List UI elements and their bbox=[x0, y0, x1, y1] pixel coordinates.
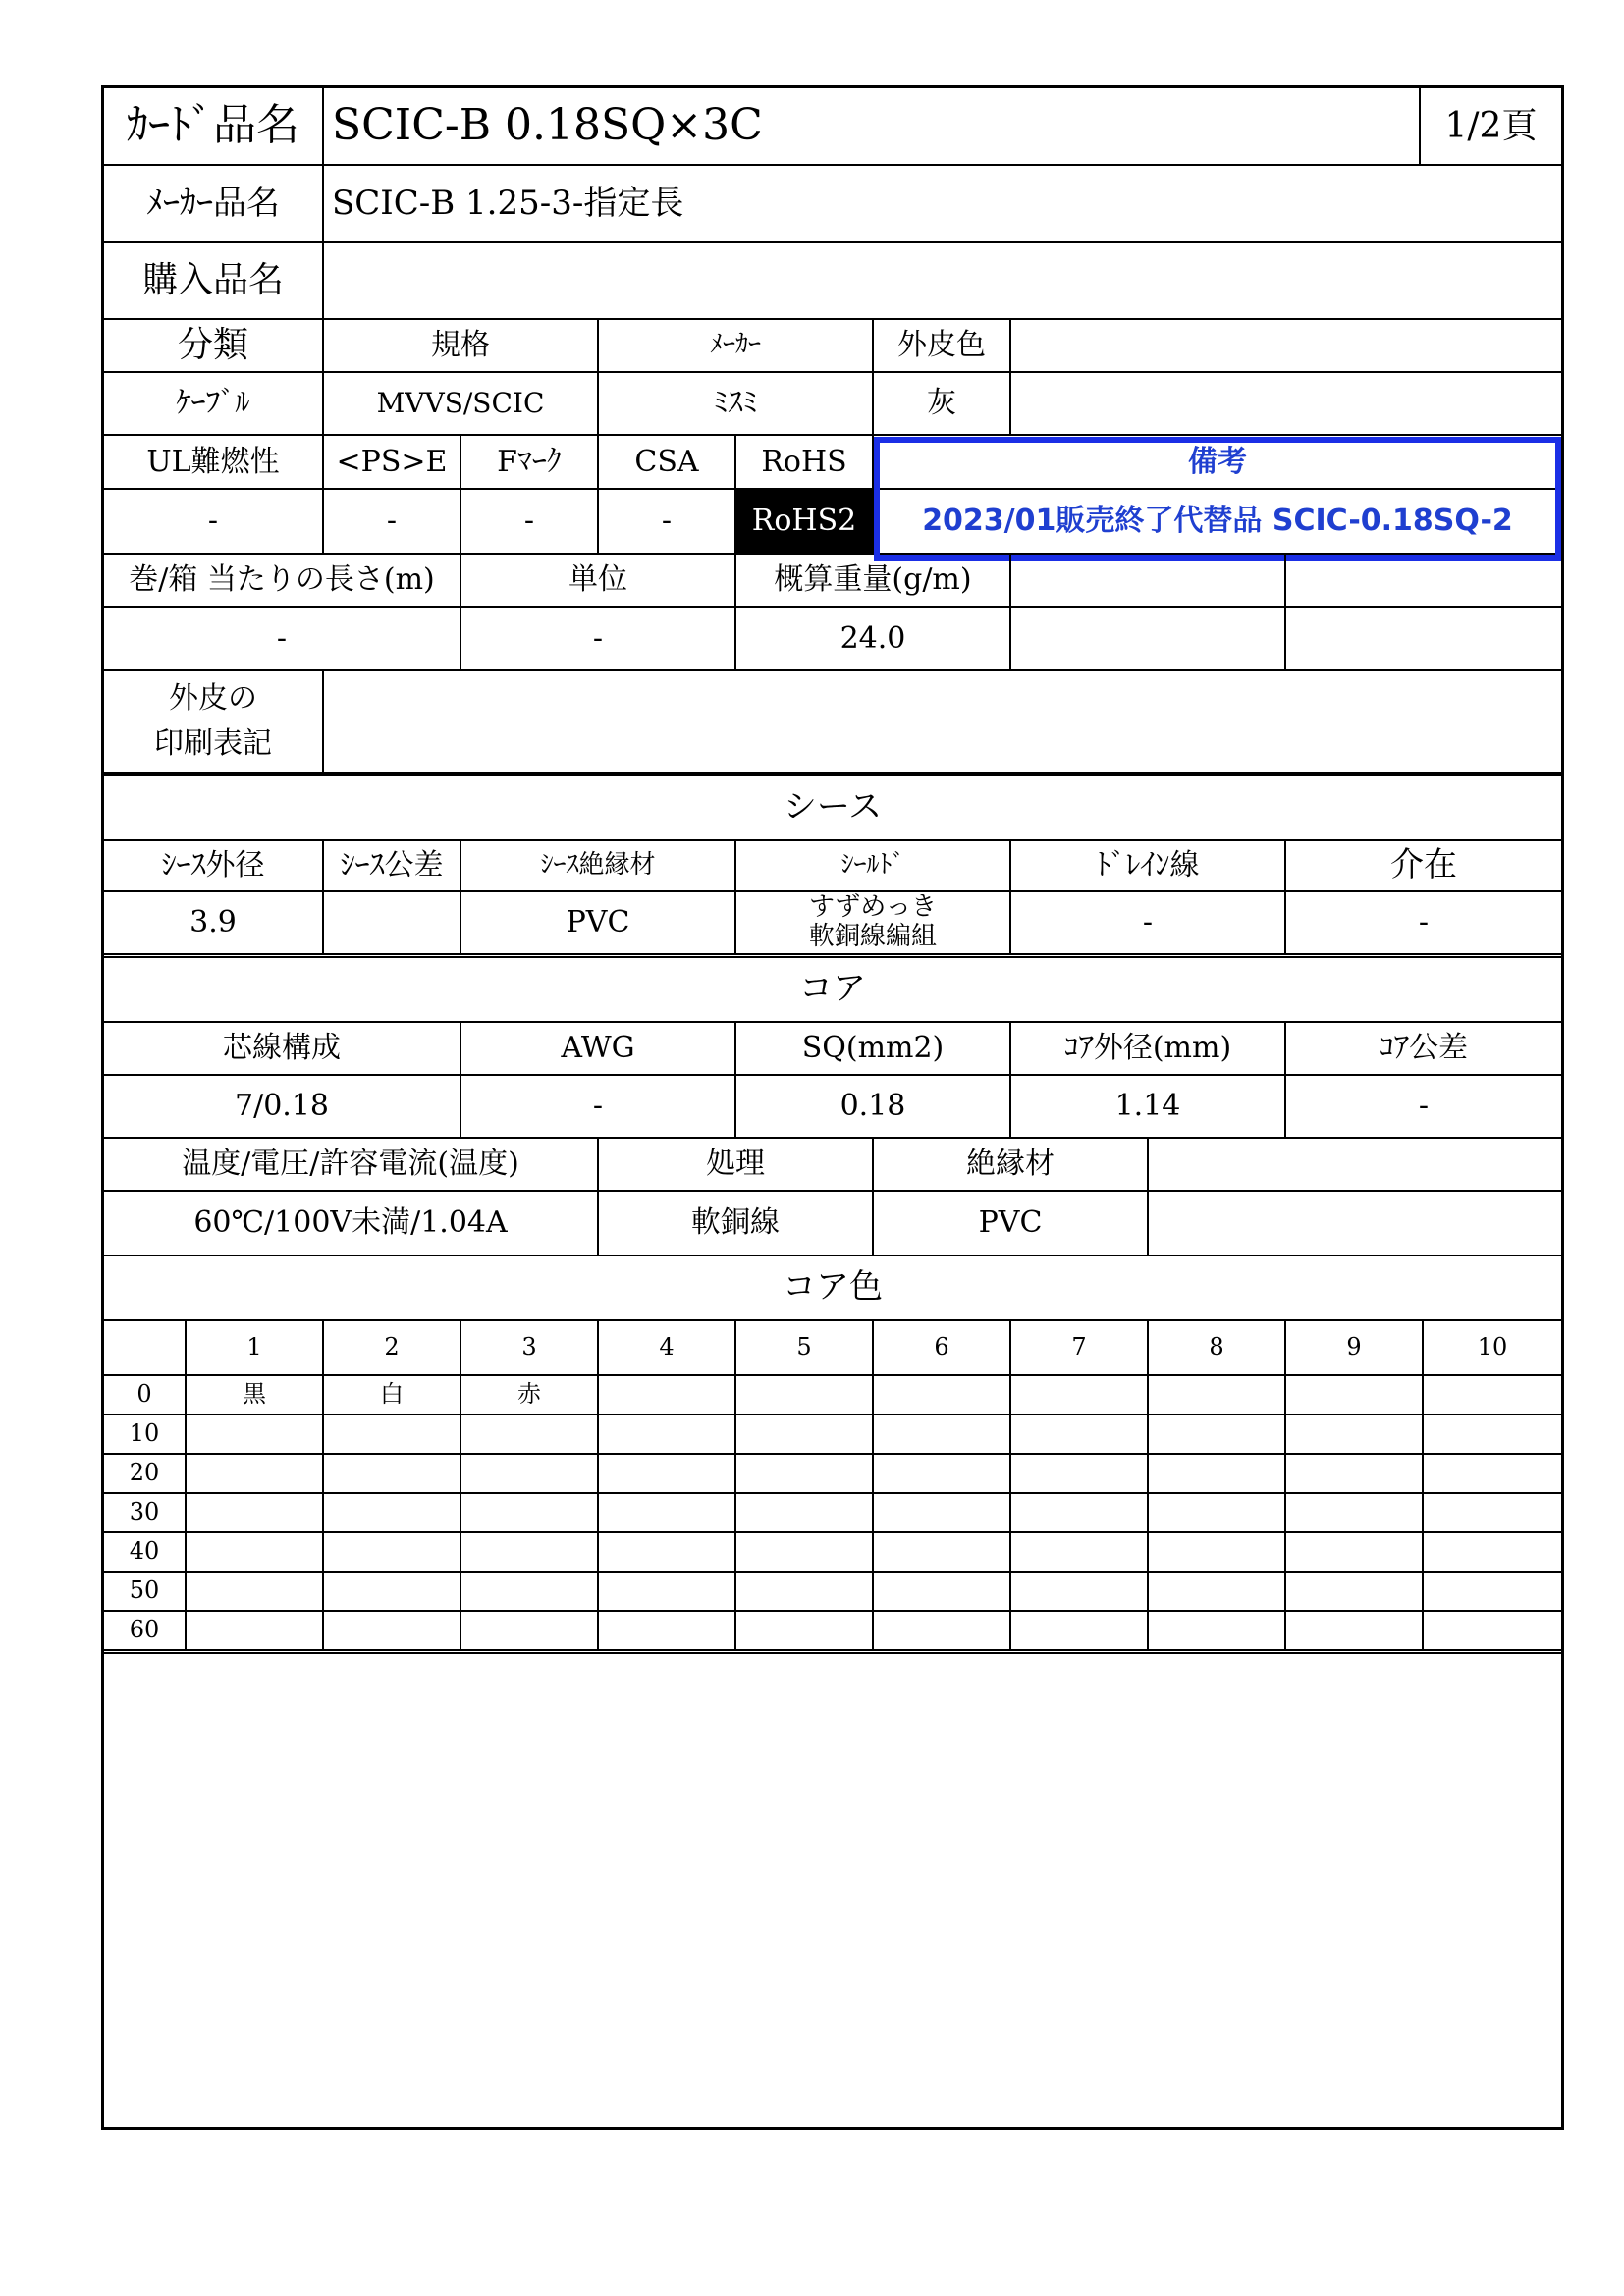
length-label-row bbox=[104, 555, 1561, 608]
core-color-row bbox=[104, 1612, 1561, 1654]
core-color-cell bbox=[461, 1455, 599, 1492]
sheath-insulation-value: PVC bbox=[461, 892, 736, 953]
core-color-cell bbox=[187, 1533, 324, 1571]
core-color-cell bbox=[874, 1494, 1011, 1531]
core-color-column-header: 4 bbox=[599, 1321, 736, 1374]
core-color-cell bbox=[1011, 1415, 1149, 1453]
core-color-cell bbox=[736, 1494, 874, 1531]
core-color-row bbox=[104, 1415, 1561, 1455]
length-value-row bbox=[104, 608, 1561, 671]
core-label-row bbox=[104, 1023, 1561, 1076]
treatment-label: 処理 bbox=[599, 1139, 874, 1190]
blank-cell bbox=[1149, 1139, 1561, 1190]
core-color-section-title bbox=[104, 1256, 1561, 1321]
core-color-cell bbox=[1424, 1612, 1561, 1649]
core-color-cell bbox=[324, 1612, 461, 1649]
core-color-cell bbox=[874, 1455, 1011, 1492]
core-color-row bbox=[104, 1573, 1561, 1612]
filler-value: - bbox=[1418, 905, 1430, 940]
core-color-cell bbox=[1286, 1455, 1424, 1492]
class-label: 分類 bbox=[104, 320, 324, 371]
standards-value-row bbox=[104, 490, 1561, 555]
core-tolerance-value: - bbox=[1418, 1089, 1430, 1124]
core-color-cell bbox=[1286, 1494, 1424, 1531]
weight-label: 概算重量(g/m) bbox=[736, 555, 1011, 606]
core-color-column-header: 1 bbox=[187, 1321, 324, 1374]
purchase-value bbox=[324, 243, 1561, 318]
blank-cell bbox=[1286, 608, 1561, 669]
core-color-cell bbox=[736, 1573, 874, 1610]
sq-label: SQ(mm2) bbox=[736, 1023, 1011, 1074]
core-color-cell bbox=[1011, 1612, 1149, 1649]
core-color-cell bbox=[1424, 1494, 1561, 1531]
class-value: ｹｰﾌﾞﾙ bbox=[104, 373, 324, 434]
core-color-column-header: 8 bbox=[1149, 1321, 1286, 1374]
blank-cell bbox=[1011, 320, 1561, 371]
pse-label: <PS>E bbox=[324, 436, 461, 488]
core-color-cell: 黒 bbox=[187, 1376, 324, 1414]
core-color-cell bbox=[187, 1415, 324, 1453]
core-color-cell bbox=[324, 1494, 461, 1531]
core-color-cell bbox=[1011, 1376, 1149, 1414]
core-color-row-label: 40 bbox=[104, 1533, 187, 1571]
core-color-cell bbox=[599, 1455, 736, 1492]
card-name-row bbox=[104, 88, 1561, 166]
sheath-section-title bbox=[104, 776, 1561, 841]
f-mark-label: Fﾏｰｸ bbox=[461, 436, 599, 488]
remarks-label: 備考 bbox=[1188, 444, 1247, 479]
core-section-title bbox=[104, 958, 1561, 1023]
core-color-cell bbox=[1149, 1455, 1286, 1492]
classification-value-row bbox=[104, 373, 1561, 436]
core-color-row-label: 30 bbox=[104, 1494, 187, 1531]
purchase-label: 購入品名 bbox=[104, 243, 324, 318]
core-color-title: コア色 bbox=[783, 1267, 883, 1308]
awg-label: AWG bbox=[461, 1023, 736, 1074]
ul-flame-value: - bbox=[104, 490, 324, 553]
maker-label: ﾒｰｶｰ bbox=[599, 320, 874, 371]
core-color-row bbox=[104, 1533, 1561, 1573]
core-color-cell bbox=[1011, 1494, 1149, 1531]
standard-value: MVVS/SCIC bbox=[324, 373, 599, 434]
print-marking-label-line2: 印刷表記 bbox=[154, 726, 272, 761]
core-color-cell bbox=[599, 1573, 736, 1610]
core-color-column-header: 6 bbox=[874, 1321, 1011, 1374]
core-color-cell bbox=[1424, 1376, 1561, 1414]
core-color-row bbox=[104, 1455, 1561, 1494]
core-color-cell bbox=[1286, 1376, 1424, 1414]
core-color-cell bbox=[1424, 1573, 1561, 1610]
insulation-label: 絶縁材 bbox=[874, 1139, 1149, 1190]
sheath-od-value: 3.9 bbox=[104, 892, 324, 953]
core-color-cell bbox=[461, 1415, 599, 1453]
core-color-table bbox=[104, 1321, 1561, 1740]
print-marking-value bbox=[324, 671, 1561, 772]
core-label-row-2 bbox=[104, 1139, 1561, 1192]
core-color-cell bbox=[1286, 1573, 1424, 1610]
core-color-row-label: 60 bbox=[104, 1612, 187, 1649]
core-od-label: ｺｱ外径(mm) bbox=[1011, 1023, 1286, 1074]
core-color-cell bbox=[736, 1415, 874, 1453]
drain-wire-label: ﾄﾞﾚｲﾝ線 bbox=[1011, 841, 1286, 890]
print-marking-row bbox=[104, 671, 1561, 776]
shield-value-line2: 軟銅線編組 bbox=[808, 922, 937, 951]
sheath-tolerance-value bbox=[324, 892, 461, 953]
core-color-cell bbox=[324, 1415, 461, 1453]
core-value-row bbox=[104, 1076, 1561, 1139]
sheath-value-row bbox=[104, 892, 1561, 958]
core-color-header-row bbox=[104, 1321, 1561, 1376]
core-color-corner-cell bbox=[104, 1321, 187, 1374]
core-color-cell bbox=[1424, 1455, 1561, 1492]
core-value-row-2 bbox=[104, 1192, 1561, 1256]
core-color-row-label: 10 bbox=[104, 1415, 187, 1453]
core-color-cell bbox=[1011, 1573, 1149, 1610]
insulation-value: PVC bbox=[874, 1192, 1149, 1255]
sheath-title: シース bbox=[783, 787, 883, 828]
sheath-tolerance-label: ｼｰｽ公差 bbox=[324, 841, 461, 890]
rohs-value: RoHS2 bbox=[736, 490, 874, 553]
temp-voltage-current-label: 温度/電圧/許容電流(温度) bbox=[104, 1139, 599, 1190]
maker-part-value: SCIC-B 1.25-3-指定長 bbox=[332, 183, 684, 223]
maker-part-row bbox=[104, 166, 1561, 243]
core-color-column-header: 5 bbox=[736, 1321, 874, 1374]
core-color-cell bbox=[599, 1612, 736, 1649]
core-color-cell bbox=[324, 1455, 461, 1492]
core-color-cell bbox=[736, 1533, 874, 1571]
treatment-value: 軟銅線 bbox=[599, 1192, 874, 1255]
core-color-row-label: 50 bbox=[104, 1573, 187, 1610]
sq-value: 0.18 bbox=[736, 1076, 1011, 1137]
core-color-cell bbox=[461, 1573, 599, 1610]
core-color-row-label: 20 bbox=[104, 1455, 187, 1492]
awg-value: - bbox=[461, 1076, 736, 1137]
unit-label: 単位 bbox=[461, 555, 736, 606]
blank-cell bbox=[1011, 373, 1561, 434]
core-color-cell bbox=[736, 1612, 874, 1649]
core-color-cell bbox=[874, 1533, 1011, 1571]
core-title: コア bbox=[799, 969, 866, 1009]
core-color-cell bbox=[874, 1415, 1011, 1453]
classification-label-row bbox=[104, 320, 1561, 373]
core-color-cell bbox=[874, 1612, 1011, 1649]
weight-value: 24.0 bbox=[736, 608, 1011, 669]
blank-cell bbox=[1011, 608, 1286, 669]
core-color-column-header: 3 bbox=[461, 1321, 599, 1374]
core-color-cell bbox=[736, 1455, 874, 1492]
core-color-cell bbox=[1149, 1415, 1286, 1453]
drain-wire-value: - bbox=[1011, 892, 1286, 953]
core-color-cell bbox=[187, 1455, 324, 1492]
core-color-cell bbox=[1011, 1533, 1149, 1571]
core-color-cell bbox=[874, 1573, 1011, 1610]
purchase-row bbox=[104, 243, 1561, 320]
core-color-row bbox=[104, 1494, 1561, 1533]
unit-value: - bbox=[461, 608, 736, 669]
conductor-construction-label: 芯線構成 bbox=[104, 1023, 461, 1074]
core-color-cell bbox=[1424, 1533, 1561, 1571]
print-marking-label bbox=[104, 671, 324, 772]
core-color-column-header: 7 bbox=[1011, 1321, 1149, 1374]
core-color-column-header: 10 bbox=[1477, 1333, 1508, 1362]
jacket-color-label: 外皮色 bbox=[874, 320, 1011, 371]
core-color-cell bbox=[324, 1533, 461, 1571]
core-color-cell bbox=[1149, 1573, 1286, 1610]
core-color-cell bbox=[1286, 1415, 1424, 1453]
core-color-cell bbox=[599, 1376, 736, 1414]
conductor-construction-value: 7/0.18 bbox=[104, 1076, 461, 1137]
print-marking-label-line1: 外皮の bbox=[169, 680, 257, 716]
jacket-color-value: 灰 bbox=[874, 373, 1011, 434]
core-color-column-header: 2 bbox=[324, 1321, 461, 1374]
blank-cell bbox=[1149, 1192, 1561, 1255]
csa-label: CSA bbox=[599, 436, 736, 488]
core-color-row-label: 0 bbox=[104, 1376, 187, 1414]
sheath-od-label: ｼｰｽ外径 bbox=[104, 841, 324, 890]
core-od-value: 1.14 bbox=[1011, 1076, 1286, 1137]
shield-label: ｼｰﾙﾄﾞ bbox=[736, 841, 1011, 890]
card-name-label: ｶｰﾄﾞ品名 bbox=[104, 88, 324, 164]
spec-sheet bbox=[101, 85, 1564, 2130]
sheath-label-row bbox=[104, 841, 1561, 892]
standards-label-row bbox=[104, 436, 1561, 490]
core-color-cell bbox=[1011, 1455, 1149, 1492]
core-color-cell bbox=[324, 1573, 461, 1610]
csa-value: - bbox=[599, 490, 736, 553]
core-color-cell bbox=[874, 1376, 1011, 1414]
core-color-cell bbox=[461, 1612, 599, 1649]
core-color-row bbox=[104, 1376, 1561, 1415]
standard-label: 規格 bbox=[324, 320, 599, 371]
length-per-roll-value: - bbox=[104, 608, 461, 669]
length-per-roll-label: 巻/箱 当たりの長さ(m) bbox=[104, 555, 461, 606]
maker-part-label: ﾒｰｶｰ品名 bbox=[104, 166, 324, 241]
pse-value: - bbox=[324, 490, 461, 553]
core-color-cell bbox=[599, 1415, 736, 1453]
core-color-cell bbox=[461, 1533, 599, 1571]
card-name-value: SCIC-B 0.18SQ×3C bbox=[324, 88, 1421, 164]
core-color-cell bbox=[1286, 1533, 1424, 1571]
shield-value-line1: すずめっき bbox=[808, 892, 937, 923]
filler-label: 介在 bbox=[1390, 845, 1457, 885]
core-color-cell bbox=[1149, 1533, 1286, 1571]
core-color-cell bbox=[187, 1494, 324, 1531]
core-color-cell: 白 bbox=[324, 1376, 461, 1414]
shield-value bbox=[736, 892, 1011, 953]
core-color-cell bbox=[599, 1533, 736, 1571]
maker-value: ﾐｽﾐ bbox=[599, 373, 874, 434]
core-color-cell bbox=[1149, 1612, 1286, 1649]
core-tolerance-label: ｺｱ公差 bbox=[1380, 1031, 1468, 1066]
core-color-cell bbox=[1424, 1415, 1561, 1453]
core-color-cell: 赤 bbox=[461, 1376, 599, 1414]
core-color-cell bbox=[187, 1612, 324, 1649]
blank-cell bbox=[1011, 555, 1286, 606]
core-color-cell bbox=[461, 1494, 599, 1531]
core-color-cell bbox=[599, 1494, 736, 1531]
rohs-label: RoHS bbox=[736, 436, 874, 488]
ul-flame-label: UL難燃性 bbox=[104, 436, 324, 488]
sheath-insulation-label: ｼｰｽ絶縁材 bbox=[461, 841, 736, 890]
blank-cell bbox=[1286, 555, 1561, 606]
core-color-cell bbox=[1149, 1494, 1286, 1531]
core-color-cell bbox=[1149, 1376, 1286, 1414]
page-number: 1/2頁 bbox=[1444, 105, 1538, 146]
temp-voltage-current-value: 60℃/100V未満/1.04A bbox=[104, 1192, 599, 1255]
f-mark-value: - bbox=[461, 490, 599, 553]
core-color-cell bbox=[1286, 1612, 1424, 1649]
core-color-column-header: 9 bbox=[1286, 1321, 1424, 1374]
core-color-cell bbox=[736, 1376, 874, 1414]
core-color-cell bbox=[187, 1573, 324, 1610]
remarks-text: 2023/01販売終了代替品 SCIC-0.18SQ-2 bbox=[922, 504, 1513, 539]
